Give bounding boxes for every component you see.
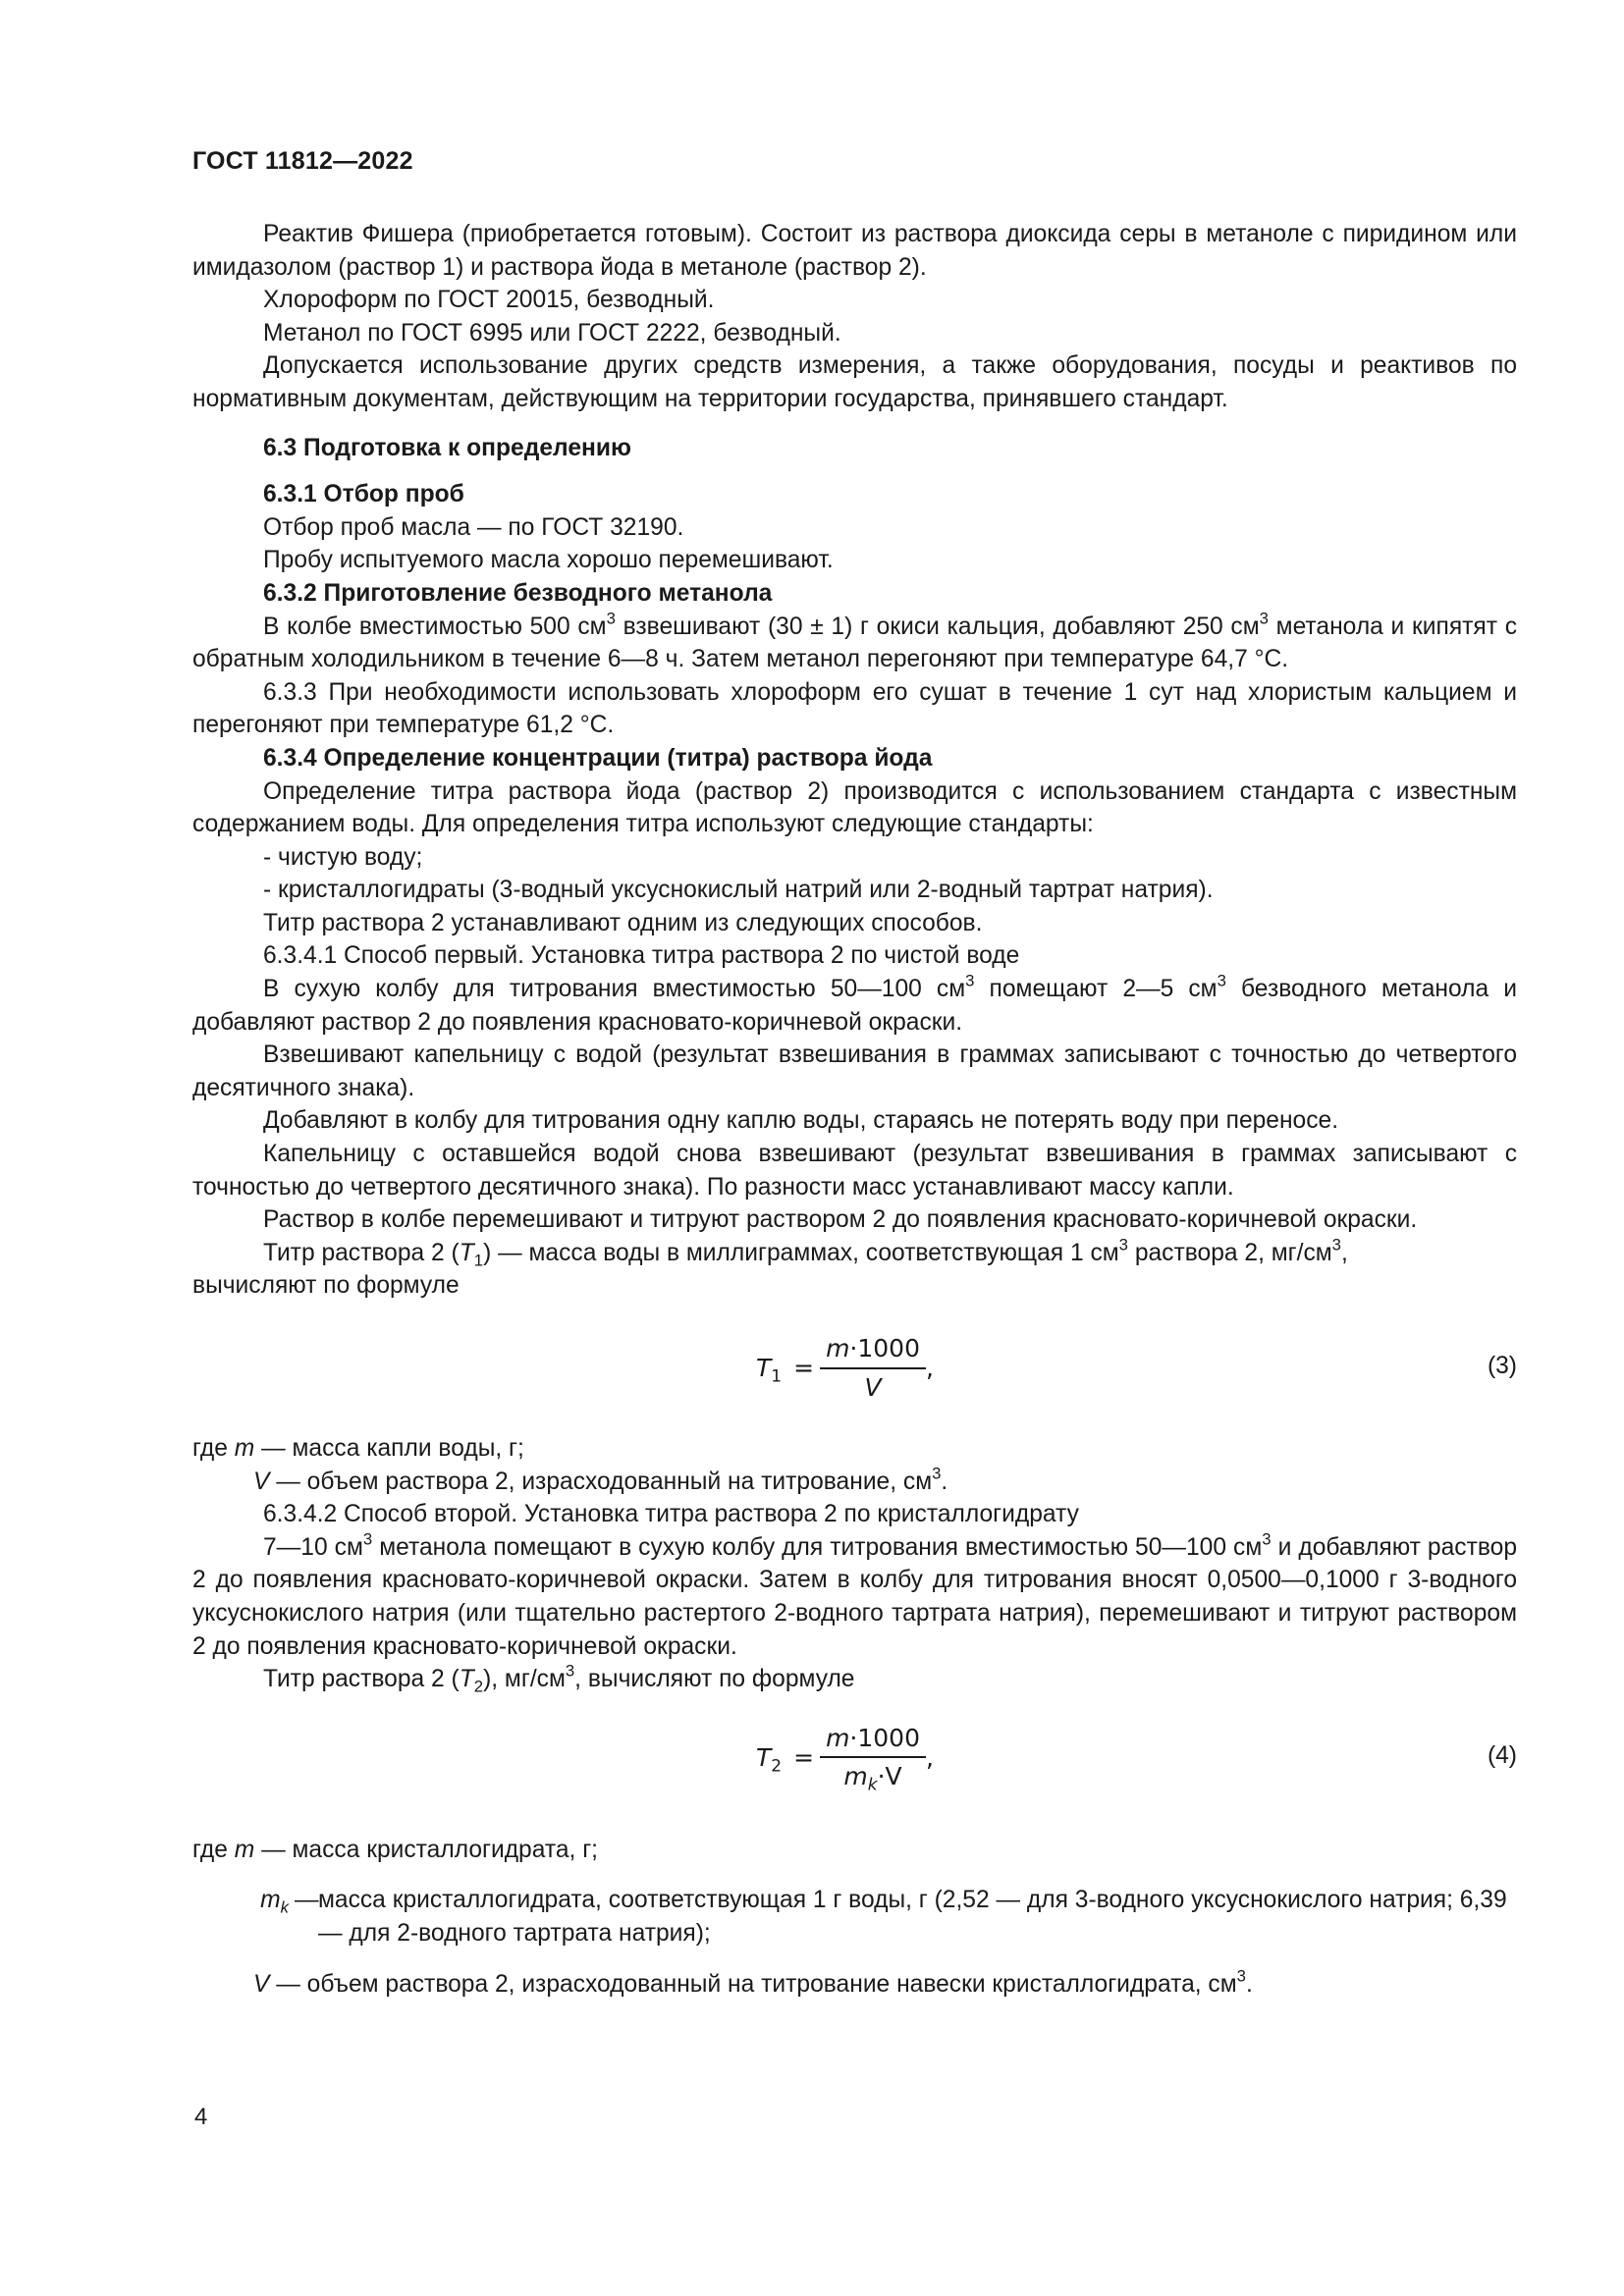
heading-6-3-4: 6.3.4 Определение концентрации (титра) раствора йода bbox=[263, 744, 933, 772]
formula-3-fraction: $\frac{m\cdot 1000}{V}$ bbox=[820, 1332, 926, 1404]
equation-number-4: (4) bbox=[1487, 1741, 1517, 1769]
heading-6-3: 6.3 Подготовка к определению bbox=[263, 434, 631, 461]
formula-4-lhs: $T_2$ bbox=[756, 1742, 783, 1776]
paragraph-crystallohydrate-method: 7—10 $см^3$ метанола помещают в сухую колбу для титрования вместимостью 50—100 $см^3$ и добавляют раствор 2 до появления красновато-коричневой окраски. Затем в колбу для титрования вносят 0,0500—0,1000 г 3-водного уксуснокислого натрия (или тщательно растертого 2-водного тартрата натрия), перемешивают и титруют раствором 2 до появления красновато-коричневой окраски. bbox=[192, 1529, 1517, 1660]
list-item-water: - чистую воду; bbox=[263, 843, 423, 871]
page-content bbox=[192, 218, 1517, 2001]
paragraph-anhydrous-methanol: В колбе вместимостью 500 $см^3$ взвешивают (30 ± 1) г окиси кальция, добавляют 250 $см^3$ метанола и кипятят с обратным холодильником в течение 6—8 ч. Затем метанол перегоняют при температуре 64,7 °С. bbox=[192, 609, 1517, 673]
formula-4: $T_2$ = $\frac{m\cdot 1000}{m_k\cdot V}$ , (4) bbox=[756, 1723, 1517, 1795]
heading-6-3-4-1: 6.3.4.1 Способ первый. Установка титра раствора 2 по чистой воде bbox=[263, 942, 1020, 970]
where-3-v: V — объем раствора 2, израсходованный на титрование, $см^3$. bbox=[253, 1464, 948, 1495]
where-3-m: где m — масса капли воды, г; bbox=[192, 1435, 524, 1462]
formula-3: $T_1$ = $\frac{m\cdot 1000}{V}$ , (3) bbox=[192, 1320, 1517, 1415]
paragraph-titer-intro: Определение титра раствора йода (раствор 2) производится с использованием стандарта с известным содержанием воды. Для определения титра используют следующие стандарты: bbox=[192, 777, 1517, 838]
formula-3-lhs: $T_1$ bbox=[756, 1353, 783, 1387]
paragraph-titer-t2-definition: Титр раствора 2 $(T_2)$, $мг/см^3$, вычисляют по формуле bbox=[263, 1661, 855, 1696]
where-4-m: где m — масса кристаллогидрата, г; bbox=[192, 1836, 599, 1863]
list-item-crystallohydrates: - кристаллогидраты (3-водный уксуснокислый натрий или 2-водный тартрат натрия). bbox=[263, 877, 1214, 904]
paragraph-allowed-equipment: Допускается использование других средств измерения, а также оборудования, посуды и реактивов по нормативным документам, действующим на территории государства, принявшего стандарт. bbox=[192, 352, 1517, 412]
paragraph-6-3-3: 6.3.3 При необходимости использовать хлороформ его сушат в течение 1 сут над хлористым кальцием и перегоняют при температуре 61,2 °С. bbox=[192, 678, 1517, 739]
paragraph-fischer-reagent: Реактив Фишера (приобретается готовым). Состоит из раствора диоксида серы в метаноле с пиридином или имидазолом (раствор 1) и раствора йода в метаноле (раствор 2). bbox=[192, 221, 1517, 281]
paragraph-mix-sample: Пробу испытуемого масла хорошо перемешивают. bbox=[263, 547, 834, 574]
where-4-v: V — объем раствора 2, израсходованный на титрование навески кристаллогидрата, $см^3$. bbox=[253, 1966, 1253, 1998]
paragraph-sampling: Отбор проб масла — по ГОСТ 32190. bbox=[263, 513, 684, 541]
paragraph-reweigh-dropper: Капельницу с оставшейся водой снова взвешивают (результат взвешивания в граммах записывают с точностью до четвертого десятичного знака). По разности масс устанавливают массу капли. bbox=[192, 1141, 1517, 1201]
heading-6-3-1: 6.3.1 Отбор проб bbox=[263, 481, 464, 508]
paragraph-calc-formula-3: вычисляют по формуле bbox=[192, 1272, 460, 1300]
equation-number-3: (3) bbox=[1487, 1353, 1517, 1379]
formula-4-fraction: $\frac{m\cdot 1000}{m_k\cdot V}$ bbox=[820, 1722, 926, 1793]
paragraph-titer-t1-definition: Титр раствора 2 $(T_1)$ — масса воды в миллиграммах, соответствующая 1 $см^3$ раствора 2, $мг/см^3$, bbox=[263, 1235, 1348, 1270]
paragraph-add-drop: Добавляют в колбу для титрования одну каплю воды, стараясь не потерять воду при переносе. bbox=[263, 1107, 1339, 1135]
paragraph-methanol: Метанол по ГОСТ 6995 или ГОСТ 2222, безводный. bbox=[263, 319, 841, 347]
paragraph-weigh-dropper: Взвешивают капельницу с водой (результат взвешивания в граммах записывают с точностью до четвертого десятичного знака). bbox=[192, 1041, 1517, 1101]
heading-6-3-4-2: 6.3.4.2 Способ второй. Установка титра раствора 2 по кристаллогидрату bbox=[263, 1501, 1079, 1528]
heading-6-3-2: 6.3.2 Приготовление безводного метанола bbox=[263, 579, 773, 607]
page-number: 4 bbox=[194, 2104, 208, 2130]
paragraph-dry-flask: В сухую колбу для титрования вместимостью 50—100 $см^3$ помещают 2—5 $см^3$ безводного метанола и добавляют раствор 2 до появления красновато-коричневой окраски. bbox=[192, 971, 1517, 1036]
paragraph-chloroform: Хлороформ по ГОСТ 20015, безводный. bbox=[263, 287, 715, 314]
paragraph-titrate: Раствор в колбе перемешивают и титруют раствором 2 до появления красновато-коричневой окраски. bbox=[263, 1206, 1418, 1234]
document-header: ГОСТ 11812—2022 bbox=[192, 147, 413, 175]
where-4-mk: $m_k$ — масса кристаллогидрата, соответствующая 1 г воды, г (2,52 — для 3-водного уксуснокислого натрия; 6,39 — для 2-водного тартрата натрия); bbox=[260, 1887, 1507, 1947]
paragraph-titer-methods: Титр раствора 2 устанавливают одним из следующих способов. bbox=[263, 909, 983, 936]
